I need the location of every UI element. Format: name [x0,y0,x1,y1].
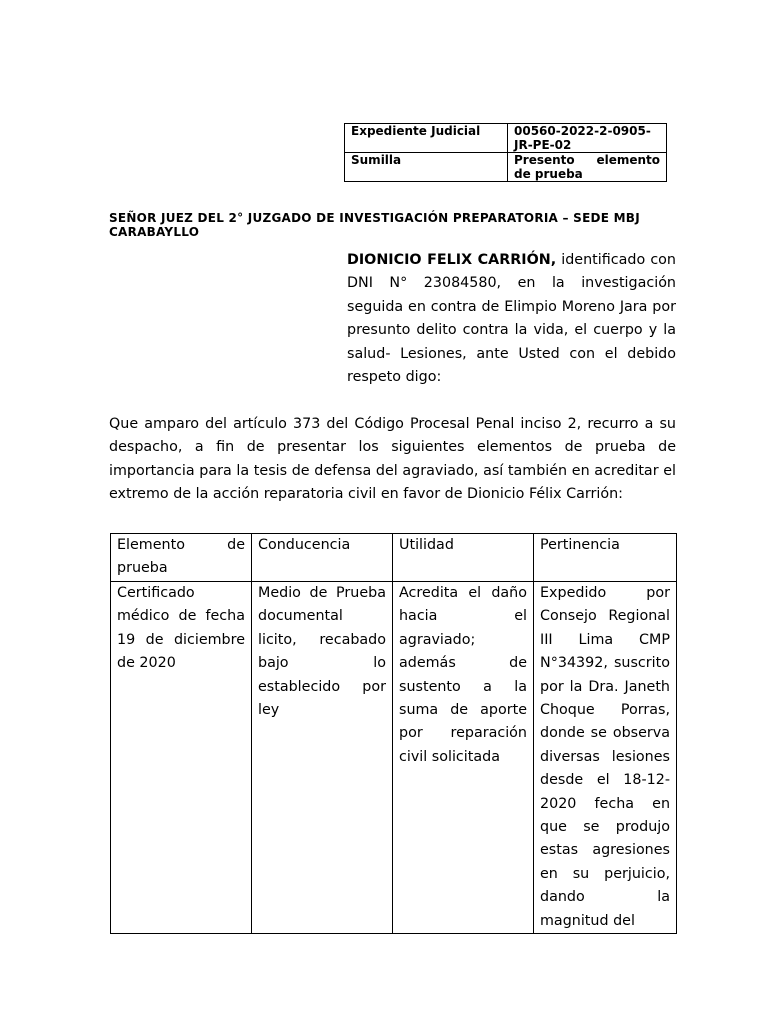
petitioner-name: DIONICIO FELIX CARRIÓN, [347,252,557,268]
cell-conducencia: Medio de Prueba documental licito, recabado bajo lo establecido por ley [252,582,393,934]
case-info-row-sumilla [345,153,667,182]
expediente-value: 00560-2022-2-0905-JR-PE-02 [508,124,667,153]
cell-elemento: Certificado médico de fecha 19 de diciembre de 2020 [111,582,252,934]
expediente-label: Expediente Judicial [345,124,508,153]
body-paragraph: Que amparo del artículo 373 del Código Procesal Penal inciso 2, recurro a su despacho, a fin de presentar los siguientes elementos de prueba de importancia para la tesis de defensa del agraviado, así también en acreditar el extremo de la acción reparatoria civil en favor de Dionicio Félix Carrión: [109,416,676,503]
intro-text: identificado con DNI N° 23084580, en la investigación seguida en contra de Elimpio Moreno Jara por presunto delito contra la vida, el cuerpo y la salud- Lesiones, ante Usted con el debido respeto digo: [347,252,676,386]
header-utilidad: Utilidad [393,534,534,582]
header-elemento: Elemento de prueba [111,534,252,582]
intro-paragraph [347,249,676,389]
evidence-table [110,533,677,934]
case-info-table [344,123,667,182]
header-pertinencia: Pertinencia [534,534,677,582]
case-info-row-expediente [345,124,667,153]
table-row [111,582,677,934]
sumilla-value: Presento elemento de prueba [508,153,667,182]
header-conducencia: Conducencia [252,534,393,582]
cell-utilidad: Acredita el daño hacia el agraviado; además de sustento a la suma de aporte por reparación civil solicitada [393,582,534,934]
sumilla-label: Sumilla [345,153,508,182]
evidence-header-row [111,534,677,582]
cell-pertinencia: Expedido por Consejo Regional III Lima CMP N°34392, suscrito por la Dra. Janeth Choque Porras, donde se observa diversas lesiones desde el 18-12-2020 fecha en que se produjo estas agresiones en su perjuicio, dando la magnitud del [534,582,677,934]
addressee-heading: SEÑOR JUEZ DEL 2° JUZGADO DE INVESTIGACIÓN PREPARATORIA – SEDE MBJ CARABAYLLO [109,211,640,239]
